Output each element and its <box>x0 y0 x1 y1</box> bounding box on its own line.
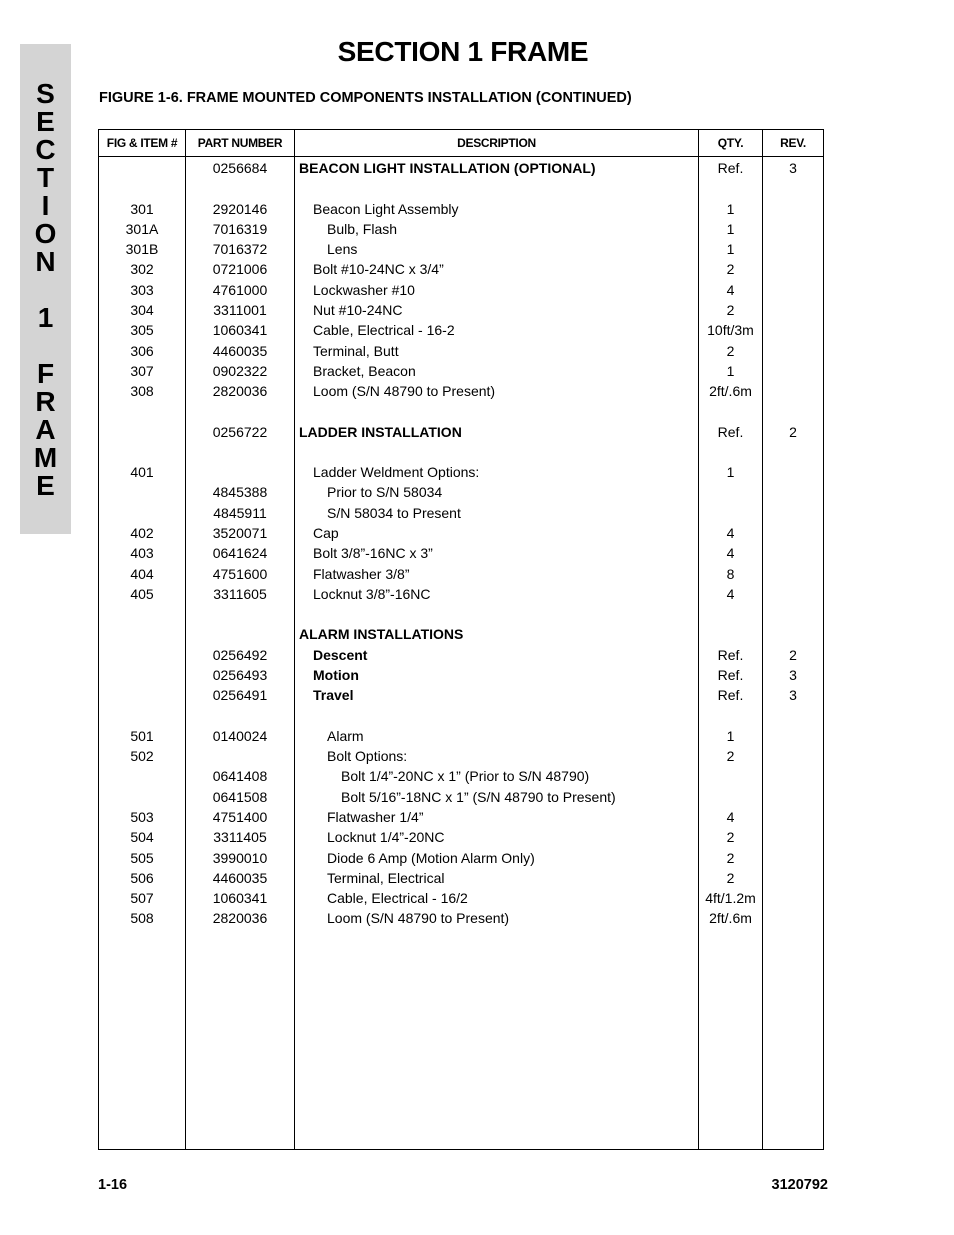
part-number-cell: 4751600 <box>212 565 268 582</box>
fig-item-cell: 508 <box>130 910 154 927</box>
fig-item-cell: 301A <box>125 220 159 237</box>
part-number-cell: 1060341 <box>212 322 268 339</box>
part-number-cell: 0721006 <box>212 261 268 278</box>
part-number-cell: 3311001 <box>213 301 267 318</box>
description-cell: Motion <box>313 667 359 683</box>
qty-cell: 4 <box>726 281 735 298</box>
description-cell: Ladder Weldment Options: <box>313 464 480 481</box>
fig-item-cell: 305 <box>130 322 154 339</box>
part-number-cell: 2820036 <box>212 910 268 927</box>
table-row <box>99 239 823 259</box>
description-cell: LADDER INSTALLATION <box>299 423 462 440</box>
fig-item-cell: 402 <box>130 525 154 542</box>
part-number-cell: 4460035 <box>212 342 268 359</box>
fig-item-cell: 506 <box>130 869 154 886</box>
fig-item-cell: 306 <box>130 342 154 359</box>
part-number-cell: 7016319 <box>212 220 268 237</box>
part-number-cell: 0140024 <box>212 727 268 744</box>
description-cell: Bolt Options: <box>327 748 408 765</box>
part-number-cell: 4845388 <box>212 484 268 501</box>
part-number-cell: 3520071 <box>212 525 268 542</box>
qty-cell: 2ft/.6m <box>709 383 752 400</box>
table-row <box>99 178 823 198</box>
table-row <box>99 442 823 462</box>
table-row <box>99 665 823 685</box>
table-row <box>99 726 823 746</box>
table-row <box>99 523 823 543</box>
part-number-cell: 0256493 <box>212 667 268 683</box>
part-number-cell: 3311605 <box>213 585 267 602</box>
qty-cell: 10ft/3m <box>707 322 754 339</box>
qty-cell: 2 <box>726 301 735 318</box>
description-cell: ALARM INSTALLATIONS <box>299 626 464 643</box>
qty-cell: 1 <box>726 727 735 744</box>
parts-table <box>98 129 824 1150</box>
table-row <box>99 807 823 827</box>
fig-item-cell: 503 <box>130 808 154 825</box>
table-row <box>99 259 823 279</box>
part-number-cell: 2820036 <box>212 383 268 400</box>
description-cell: Descent <box>313 646 368 663</box>
header-divider <box>99 156 823 157</box>
qty-cell: 4 <box>726 525 735 542</box>
fig-item-cell: 308 <box>130 383 154 400</box>
qty-cell: 2 <box>726 869 735 886</box>
description-cell: Cable, Electrical - 16/2 <box>327 890 468 907</box>
part-number-cell: 3990010 <box>212 849 268 866</box>
page-number: 1-16 <box>98 1177 128 1193</box>
part-number-cell: 0256492 <box>212 646 268 663</box>
qty-cell: 4 <box>726 585 735 602</box>
part-number-cell: 0641408 <box>212 768 268 785</box>
fig-item-cell: 301B <box>125 241 159 258</box>
description-cell: Loom (S/N 48790 to Present) <box>313 383 496 400</box>
table-row <box>99 787 823 807</box>
side-tab-letter: E <box>36 106 55 137</box>
table-row <box>99 158 823 178</box>
qty-cell: 2 <box>726 849 735 866</box>
qty-cell: 4ft/1.2m <box>705 890 756 907</box>
rev-cell: 3 <box>789 667 797 683</box>
table-row <box>99 888 823 908</box>
table-row <box>99 341 823 361</box>
side-tab-letter: N <box>35 246 56 277</box>
rev-cell: 2 <box>789 646 797 663</box>
fig-item-cell: 303 <box>130 281 154 298</box>
fig-item-cell: 403 <box>130 545 154 562</box>
table-row <box>99 645 823 665</box>
description-cell: Nut #10-24NC <box>313 301 403 318</box>
fig-item-cell: 502 <box>130 748 154 765</box>
description-cell: Prior to S/N 58034 <box>327 484 443 501</box>
description-cell: Locknut 1/4”-20NC <box>327 829 445 846</box>
table-row <box>99 746 823 766</box>
description-cell: Loom (S/N 48790 to Present) <box>327 910 510 927</box>
side-tab-letter: C <box>35 134 56 165</box>
part-number-cell: 4845911 <box>213 504 267 521</box>
rev-cell: 3 <box>789 687 797 704</box>
side-tab-letter: R <box>35 386 56 417</box>
description-cell: Flatwasher 3/8” <box>313 565 410 582</box>
description-cell: Bolt 5/16”-18NC x 1” (S/N 48790 to Present) <box>341 788 616 805</box>
qty-cell: Ref. <box>717 423 744 440</box>
table-row <box>99 908 823 928</box>
description-cell: Bulb, Flash <box>327 220 398 237</box>
part-number-cell: 1060341 <box>212 890 268 907</box>
table-row <box>99 219 823 239</box>
description-cell: S/N 58034 to Present <box>327 504 461 521</box>
description-cell: Bracket, Beacon <box>313 362 416 379</box>
side-tab-letter: S <box>36 78 55 109</box>
description-cell: Cable, Electrical - 16-2 <box>313 322 455 339</box>
side-tab-letters <box>20 80 71 500</box>
description-cell: Locknut 3/8”-16NC <box>313 585 431 602</box>
qty-cell: Ref. <box>717 687 744 704</box>
page-title: SECTION 1 FRAME <box>337 36 589 67</box>
description-cell: Beacon Light Assembly <box>313 200 459 217</box>
side-tab-letter: I <box>41 190 50 221</box>
header-qty: QTY. <box>717 136 744 150</box>
rev-cell: 2 <box>789 423 797 440</box>
table-row <box>99 503 823 523</box>
part-number-cell: 3311405 <box>213 829 267 846</box>
part-number-cell: 0256722 <box>212 423 268 440</box>
part-number-cell: 2920146 <box>212 200 268 217</box>
fig-item-cell: 504 <box>130 829 154 846</box>
qty-cell: 1 <box>726 220 735 237</box>
description-cell: Alarm <box>327 727 364 744</box>
table-row <box>99 280 823 300</box>
fig-item-cell: 304 <box>130 301 154 318</box>
table-row <box>99 422 823 442</box>
fig-item-cell: 505 <box>130 849 154 866</box>
side-tab-letter: M <box>33 442 58 473</box>
description-cell: Diode 6 Amp (Motion Alarm Only) <box>327 849 535 866</box>
description-cell: Cap <box>313 525 339 542</box>
qty-cell: 2 <box>726 342 735 359</box>
description-cell: Bolt 1/4”-20NC x 1” (Prior to S/N 48790) <box>341 768 590 785</box>
part-number-cell: 4751400 <box>212 808 268 825</box>
part-number-cell: 4761000 <box>212 281 268 298</box>
side-tab-letter: F <box>36 358 55 389</box>
header-fig-item: FIG & ITEM # <box>106 136 178 150</box>
fig-item-cell: 405 <box>130 585 154 602</box>
table-row <box>99 766 823 786</box>
fig-item-cell: 501 <box>130 727 154 744</box>
table-row <box>99 300 823 320</box>
table-row <box>99 564 823 584</box>
header-rev: REV. <box>780 136 806 150</box>
table-row <box>99 868 823 888</box>
side-tab-letter: A <box>35 414 56 445</box>
table-row <box>99 401 823 421</box>
description-cell: Lockwasher #10 <box>313 281 415 298</box>
part-number-cell: 7016372 <box>212 241 268 258</box>
header-description: DESCRIPTION <box>457 136 536 150</box>
rev-cell: 3 <box>789 160 797 176</box>
fig-item-cell: 302 <box>130 261 154 278</box>
qty-cell: 1 <box>726 362 735 379</box>
table-row <box>99 685 823 705</box>
qty-cell: 4 <box>726 808 735 825</box>
qty-cell: Ref. <box>717 667 744 683</box>
table-row <box>99 381 823 401</box>
table-row <box>99 584 823 604</box>
qty-cell: 2ft/.6m <box>709 910 752 927</box>
table-row <box>99 624 823 644</box>
description-cell: Travel <box>313 687 354 704</box>
description-cell: BEACON LIGHT INSTALLATION (OPTIONAL) <box>299 160 596 176</box>
part-number-cell: 0902322 <box>212 362 268 379</box>
part-number-cell: 0641624 <box>212 545 268 562</box>
description-cell: Bolt 3/8”-16NC x 3” <box>313 545 433 562</box>
description-cell: Bolt #10-24NC x 3/4” <box>313 261 444 278</box>
description-cell: Flatwasher 1/4” <box>327 808 424 825</box>
fig-item-cell: 301 <box>130 200 154 217</box>
side-tab-letter: E <box>36 470 55 501</box>
qty-cell: 2 <box>726 748 735 765</box>
description-cell: Lens <box>327 241 358 258</box>
figure-caption: FIGURE 1-6. FRAME MOUNTED COMPONENTS INSTALLATION (CONTINUED) <box>99 90 632 106</box>
qty-cell: 2 <box>726 829 735 846</box>
qty-cell: 8 <box>726 565 735 582</box>
qty-cell: 2 <box>726 261 735 278</box>
fig-item-cell: 507 <box>130 890 154 907</box>
side-tab-letter: O <box>34 218 57 249</box>
header-part-number: PART NUMBER <box>197 136 283 150</box>
qty-cell: Ref. <box>717 160 744 176</box>
table-row <box>99 320 823 340</box>
table-row <box>99 361 823 381</box>
description-cell: Terminal, Butt <box>313 342 399 359</box>
section-side-tab <box>20 44 71 534</box>
qty-cell: 4 <box>726 545 735 562</box>
qty-cell: 1 <box>726 464 735 481</box>
part-number-cell: 0256491 <box>212 687 268 704</box>
fig-item-cell: 307 <box>130 362 154 379</box>
fig-item-cell: 404 <box>130 565 154 582</box>
qty-cell: Ref. <box>717 646 744 663</box>
table-row <box>99 462 823 482</box>
table-row <box>99 543 823 563</box>
qty-cell: 1 <box>726 200 735 217</box>
table-row <box>99 848 823 868</box>
table-row <box>99 604 823 624</box>
table-row <box>99 482 823 502</box>
part-number-cell: 0641508 <box>212 788 268 805</box>
side-tab-letter: T <box>36 162 55 193</box>
qty-cell: 1 <box>726 241 735 258</box>
part-number-cell: 0256684 <box>212 160 268 176</box>
part-number-cell: 4460035 <box>212 869 268 886</box>
table-row <box>99 827 823 847</box>
table-row <box>99 199 823 219</box>
table-row <box>99 706 823 726</box>
side-tab-letter: 1 <box>37 302 54 333</box>
fig-item-cell: 401 <box>130 464 154 481</box>
document-number: 3120792 <box>771 1177 828 1193</box>
description-cell: Terminal, Electrical <box>327 869 445 886</box>
